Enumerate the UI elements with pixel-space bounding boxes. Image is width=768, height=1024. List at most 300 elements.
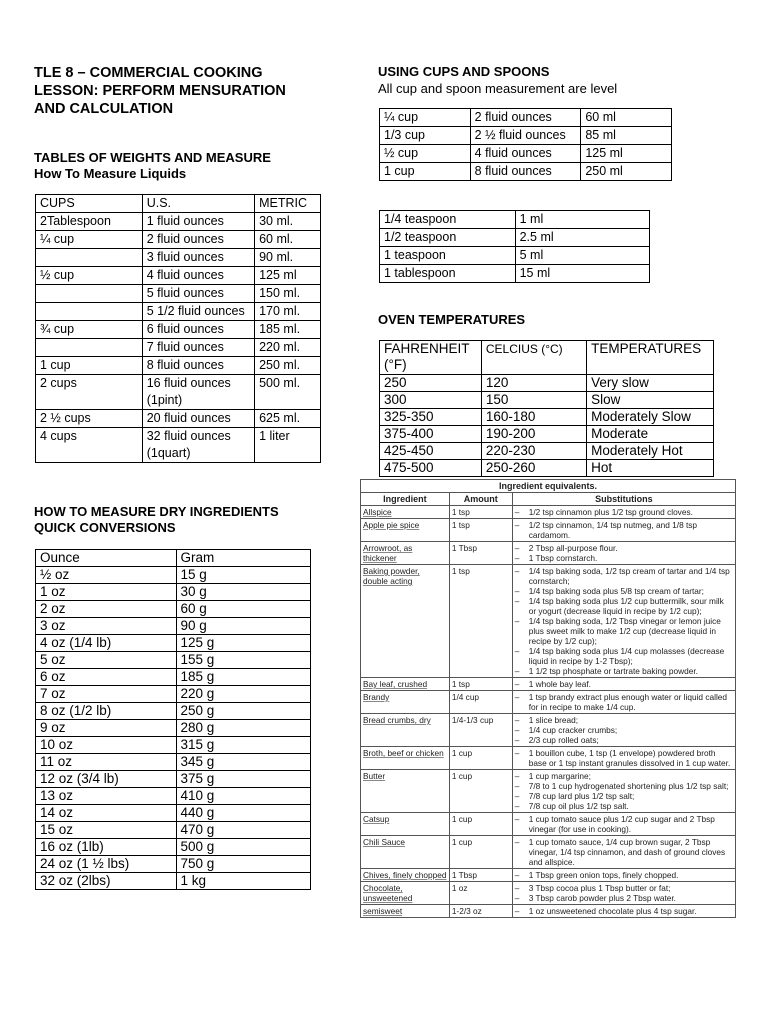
liquids-cell: 500 ml. <box>255 375 321 410</box>
oven-cell: 190-200 <box>481 426 586 443</box>
oven-cell: 425-450 <box>380 443 482 460</box>
dry-cell: 8 oz (1/2 lb) <box>36 703 177 720</box>
substitution-item <box>515 893 733 903</box>
dry-cell: 14 oz <box>36 805 177 822</box>
dry-cell: 15 oz <box>36 822 177 839</box>
liquids-row <box>36 339 321 357</box>
cups-cell: 4 fluid ounces <box>470 145 581 163</box>
cups-table <box>379 108 672 181</box>
equivalents-ingredient-cell: Broth, beef or chicken <box>361 747 450 770</box>
dash-bullet: – <box>514 553 520 563</box>
cups-row <box>380 145 672 163</box>
dry-row <box>36 686 311 703</box>
dry-cell: 750 g <box>176 856 311 873</box>
oven-header-temperatures: TEMPERATURES <box>587 341 714 375</box>
substitution-text: 1 whole bay leaf. <box>528 679 591 689</box>
dry-cell: 11 oz <box>36 754 177 771</box>
oven-row <box>380 409 714 426</box>
cups-row <box>380 109 672 127</box>
substitution-item <box>515 507 733 517</box>
liquids-cell: ¼ cup <box>36 231 143 249</box>
liquids-row <box>36 375 321 410</box>
dry-cell: 24 oz (1 ½ lbs) <box>36 856 177 873</box>
equivalents-row <box>361 882 736 905</box>
equivalents-ingredient-cell: Allspice <box>361 506 450 519</box>
dry-row <box>36 618 311 635</box>
spoons-cell: 5 ml <box>515 247 649 265</box>
liquids-cell: 150 ml. <box>255 285 321 303</box>
cups-cell: 1/3 cup <box>380 127 471 145</box>
substitution-text: 1 oz unsweetened chocolate plus 4 tsp sugar. <box>528 906 697 916</box>
dry-row <box>36 703 311 720</box>
substitution-text: 1 1/2 tsp phosphate or tartrate baking powder. <box>528 666 698 676</box>
spoons-row <box>380 229 650 247</box>
liquids-cell: 16 fluid ounces (1pint) <box>142 375 254 410</box>
oven-cell: 160-180 <box>481 409 586 426</box>
spoons-cell: 1 tablespoon <box>380 265 516 283</box>
dry-row <box>36 856 311 873</box>
dry-row <box>36 873 311 890</box>
dry-cell: 185 g <box>176 669 311 686</box>
dry-cell: 345 g <box>176 754 311 771</box>
lesson-title <box>34 64 286 118</box>
dash-bullet: – <box>514 771 520 781</box>
dry-row <box>36 737 311 754</box>
dash-bullet: – <box>514 870 520 880</box>
equivalents-row <box>361 678 736 691</box>
dry-cell: 1 kg <box>176 873 311 890</box>
liquids-cell: 60 ml. <box>255 231 321 249</box>
oven-row <box>380 375 714 392</box>
equivalents-amount-cell: 1 cup <box>449 770 512 813</box>
oven-row <box>380 426 714 443</box>
equivalents-substitutions-cell <box>512 905 735 918</box>
cups-cell: ¼ cup <box>380 109 471 127</box>
liquids-row <box>36 285 321 303</box>
substitution-item <box>515 837 733 867</box>
oven-cell: 375-400 <box>380 426 482 443</box>
oven-cell: 250-260 <box>481 460 586 477</box>
liquids-cell <box>36 249 143 267</box>
equivalents-substitutions-cell <box>512 542 735 565</box>
dry-cell: 2 oz <box>36 601 177 618</box>
equivalents-row <box>361 770 736 813</box>
dash-bullet: – <box>514 507 520 517</box>
substitution-item <box>515 814 733 834</box>
liquids-cell: 5 1/2 fluid ounces <box>142 303 254 321</box>
substitution-text: 1 tsp brandy extract plus enough water or liquid called for in recipe to make 1/4 cup. <box>528 692 728 712</box>
dry-cell: 6 oz <box>36 669 177 686</box>
equivalents-header-row <box>361 493 736 506</box>
dash-bullet: – <box>514 814 520 824</box>
liquids-cell: 30 ml. <box>255 213 321 231</box>
substitution-text: 1/4 cup cracker crumbs; <box>528 725 618 735</box>
cups-row <box>380 163 672 181</box>
oven-row <box>380 392 714 409</box>
dry-cell: 500 g <box>176 839 311 856</box>
liquids-header-cell: CUPS <box>36 195 143 213</box>
substitution-text: 7/8 cup lard plus 1/2 tsp salt; <box>528 791 635 801</box>
dry-row <box>36 771 311 788</box>
substitution-text: 2 Tbsp all-purpose flour. <box>528 543 618 553</box>
equivalents-amount-cell: 1 Tbsp <box>449 542 512 565</box>
equivalents-amount-cell: 1 oz <box>449 882 512 905</box>
dry-cell: 280 g <box>176 720 311 737</box>
substitution-text: 1 cup margarine; <box>528 771 591 781</box>
dash-bullet: – <box>514 837 520 847</box>
substitution-text: 1/4 tsp baking soda plus 1/2 cup buttermilk, sour milk or yogurt (decrease liquid in recipe by 1/2 cup); <box>528 596 724 616</box>
dry-cell: 410 g <box>176 788 311 805</box>
cups-spoons-note: All cup and spoon measurement are level <box>378 81 618 96</box>
liquids-cell <box>36 285 143 303</box>
dash-bullet: – <box>514 543 520 553</box>
liquids-cell: 1 cup <box>36 357 143 375</box>
oven-cell: Moderately Hot <box>587 443 714 460</box>
oven-table <box>379 340 714 477</box>
liquids-row <box>36 267 321 285</box>
ingredient-equivalents-table <box>360 479 736 918</box>
oven-cell: 150 <box>481 392 586 409</box>
equivalents-ingredient-cell: Butter <box>361 770 450 813</box>
equivalents-row <box>361 565 736 678</box>
dry-header-cell: Ounce <box>36 550 177 567</box>
dry-cell: 12 oz (3/4 lb) <box>36 771 177 788</box>
substitution-item <box>515 870 733 880</box>
liquids-row <box>36 213 321 231</box>
dash-bullet: – <box>514 906 520 916</box>
equivalents-substitutions-cell <box>512 747 735 770</box>
spoons-cell: 2.5 ml <box>515 229 649 247</box>
equivalents-header-substitutions: Substitutions <box>512 493 735 506</box>
equivalents-substitutions-cell <box>512 714 735 747</box>
equivalents-caption: Ingredient equivalents. <box>361 480 736 493</box>
cups-cell: 85 ml <box>581 127 672 145</box>
lesson-title-line2: LESSON: PERFORM MENSURATION <box>34 83 286 99</box>
oven-cell: 220-230 <box>481 443 586 460</box>
oven-cell: Hot <box>587 460 714 477</box>
equivalents-substitutions-cell <box>512 882 735 905</box>
substitution-text: 1/4 tsp baking soda plus 5/8 tsp cream of tartar; <box>528 586 704 596</box>
dry-heading-line1: HOW TO MEASURE DRY INGREDIENTS <box>34 504 279 519</box>
substitution-text: 1 slice bread; <box>528 715 579 725</box>
substitution-item <box>515 906 733 916</box>
substitution-item <box>515 801 733 811</box>
oven-cell: Moderate <box>587 426 714 443</box>
spoons-cell: 1/4 teaspoon <box>380 211 516 229</box>
equivalents-substitutions-cell <box>512 691 735 714</box>
dry-row <box>36 669 311 686</box>
liquids-header-row <box>36 195 321 213</box>
cups-cell: 1 cup <box>380 163 471 181</box>
dry-row <box>36 584 311 601</box>
dry-row <box>36 805 311 822</box>
substitution-text: 7/8 to 1 cup hydrogenated shortening plus 1/2 tsp salt; <box>528 781 729 791</box>
substitution-text: 1 Tbsp green onion tops, finely chopped. <box>528 870 679 880</box>
oven-cell: 120 <box>481 375 586 392</box>
oven-header-row <box>380 341 714 375</box>
equivalents-row <box>361 519 736 542</box>
liquids-cell: 32 fluid ounces (1quart) <box>142 428 254 463</box>
dry-row <box>36 635 311 652</box>
dry-cell: 315 g <box>176 737 311 754</box>
substitution-item <box>515 666 733 676</box>
liquids-cell: 250 ml. <box>255 357 321 375</box>
oven-row <box>380 460 714 477</box>
dash-bullet: – <box>514 735 520 745</box>
dry-header-cell: Gram <box>176 550 311 567</box>
dash-bullet: – <box>514 801 520 811</box>
equivalents-amount-cell: 1 tsp <box>449 519 512 542</box>
substitution-text: 1/2 tsp cinnamon, 1/4 tsp nutmeg, and 1/8 tsp cardamom. <box>528 520 698 540</box>
equivalents-caption-row <box>361 480 736 493</box>
substitution-item <box>515 520 733 540</box>
oven-cell: Slow <box>587 392 714 409</box>
substitution-item <box>515 646 733 666</box>
dash-bullet: – <box>514 893 520 903</box>
substitution-text: 1 bouillon cube, 1 tsp (1 envelope) powdered broth base or 1 tsp instant granules dissolved in 1 cup water. <box>528 748 731 768</box>
dry-cell: 10 oz <box>36 737 177 754</box>
equivalents-ingredient-cell: Chocolate, unsweetened <box>361 882 450 905</box>
equivalents-header-ingredient: Ingredient <box>361 493 450 506</box>
substitution-item <box>515 543 733 553</box>
dash-bullet: – <box>514 596 520 606</box>
spoons-row <box>380 265 650 283</box>
dash-bullet: – <box>514 748 520 758</box>
oven-header-fahrenheit: FAHRENHEIT (°F) <box>380 341 482 375</box>
liquids-row <box>36 303 321 321</box>
dry-cell: 13 oz <box>36 788 177 805</box>
dash-bullet: – <box>514 692 520 702</box>
cups-cell: 60 ml <box>581 109 672 127</box>
liquids-cell: 90 ml. <box>255 249 321 267</box>
substitution-item <box>515 566 733 586</box>
liquids-cell: 2 fluid ounces <box>142 231 254 249</box>
liquids-cell: 4 cups <box>36 428 143 463</box>
liquids-cell: 220 ml. <box>255 339 321 357</box>
liquids-cell: ½ cup <box>36 267 143 285</box>
substitution-item <box>515 771 733 781</box>
dash-bullet: – <box>514 725 520 735</box>
cups-row <box>380 127 672 145</box>
dash-bullet: – <box>514 883 520 893</box>
liquids-cell: 625 ml. <box>255 410 321 428</box>
equivalents-substitutions-cell <box>512 565 735 678</box>
equivalents-amount-cell: 1 tsp <box>449 506 512 519</box>
equivalents-substitutions-cell <box>512 770 735 813</box>
dash-bullet: – <box>514 586 520 596</box>
cups-cell: 2 ½ fluid ounces <box>470 127 581 145</box>
cups-cell: ½ cup <box>380 145 471 163</box>
liquids-cell: 2Tablespoon <box>36 213 143 231</box>
equivalents-amount-cell: 1 cup <box>449 836 512 869</box>
dry-row <box>36 822 311 839</box>
dash-bullet: – <box>514 566 520 576</box>
equivalents-substitutions-cell <box>512 506 735 519</box>
liquids-cell: 20 fluid ounces <box>142 410 254 428</box>
liquids-cell: 6 fluid ounces <box>142 321 254 339</box>
dry-cell: ½ oz <box>36 567 177 584</box>
liquids-cell: 4 fluid ounces <box>142 267 254 285</box>
substitution-item <box>515 692 733 712</box>
equivalents-amount-cell: 1 cup <box>449 747 512 770</box>
dry-cell: 375 g <box>176 771 311 788</box>
cups-cell: 250 ml <box>581 163 672 181</box>
dry-header-row <box>36 550 311 567</box>
dry-cell: 1 oz <box>36 584 177 601</box>
liquids-cell: 2 cups <box>36 375 143 410</box>
equivalents-amount-cell: 1 tsp <box>449 565 512 678</box>
equivalents-row <box>361 869 736 882</box>
spoons-table <box>379 210 650 283</box>
equivalents-row <box>361 714 736 747</box>
substitution-item <box>515 679 733 689</box>
dry-row <box>36 839 311 856</box>
liquids-cell <box>36 303 143 321</box>
liquids-header-cell: METRIC <box>255 195 321 213</box>
equivalents-ingredient-cell: Brandy <box>361 691 450 714</box>
liquids-row <box>36 321 321 339</box>
substitution-item <box>515 553 733 563</box>
equivalents-row <box>361 542 736 565</box>
dry-cell: 15 g <box>176 567 311 584</box>
substitution-item <box>515 596 733 616</box>
substitution-text: 1 Tbsp cornstarch. <box>528 553 598 563</box>
substitution-text: 1/4 tsp baking soda plus 1/4 cup molasses (decrease liquid in recipe by 1-2 Tbsp); <box>528 646 725 666</box>
dry-cell: 5 oz <box>36 652 177 669</box>
liquids-cell: ¾ cup <box>36 321 143 339</box>
spoons-cell: 1 ml <box>515 211 649 229</box>
substitution-item <box>515 748 733 768</box>
dash-bullet: – <box>514 616 520 626</box>
equivalents-substitutions-cell <box>512 813 735 836</box>
equivalents-ingredient-cell: Bread crumbs, dry <box>361 714 450 747</box>
spoons-row <box>380 247 650 265</box>
equivalents-row <box>361 691 736 714</box>
oven-heading: OVEN TEMPERATURES <box>378 312 526 327</box>
dry-cell: 60 g <box>176 601 311 618</box>
equivalents-substitutions-cell <box>512 836 735 869</box>
oven-row <box>380 443 714 460</box>
dash-bullet: – <box>514 781 520 791</box>
substitution-text: 3 Tbsp cocoa plus 1 Tbsp butter or fat; <box>528 883 671 893</box>
substitution-item <box>515 715 733 725</box>
oven-cell: 250 <box>380 375 482 392</box>
liquids-cell <box>36 339 143 357</box>
equivalents-ingredient-cell: Apple pie spice <box>361 519 450 542</box>
liquids-header-cell: U.S. <box>142 195 254 213</box>
equivalents-amount-cell: 1/4-1/3 cup <box>449 714 512 747</box>
dry-cell: 16 oz (1lb) <box>36 839 177 856</box>
liquids-cell: 185 ml. <box>255 321 321 339</box>
oven-cell: 325-350 <box>380 409 482 426</box>
dry-cell: 470 g <box>176 822 311 839</box>
dash-bullet: – <box>514 679 520 689</box>
equivalents-amount-cell: 1 Tbsp <box>449 869 512 882</box>
substitution-item <box>515 735 733 745</box>
equivalents-row <box>361 905 736 918</box>
equivalents-ingredient-cell: Chili Sauce <box>361 836 450 869</box>
substitution-item <box>515 781 733 791</box>
substitution-text: 1 cup tomato sauce, 1/4 cup brown sugar, 2 Tbsp vinegar, 1/4 tsp cinnamon, and dash of ground cloves and allspice. <box>528 837 726 867</box>
liquids-row <box>36 410 321 428</box>
dry-cell: 250 g <box>176 703 311 720</box>
dash-bullet: – <box>514 791 520 801</box>
equivalents-row <box>361 747 736 770</box>
liquids-cell: 3 fluid ounces <box>142 249 254 267</box>
liquids-cell: 7 fluid ounces <box>142 339 254 357</box>
cups-cell: 2 fluid ounces <box>470 109 581 127</box>
dry-row <box>36 754 311 771</box>
substitution-text: 3 Tbsp carob powder plus 2 Tbsp water. <box>528 893 676 903</box>
liquids-cell: 170 ml. <box>255 303 321 321</box>
substitution-item <box>515 883 733 893</box>
substitution-item <box>515 586 733 596</box>
dash-bullet: – <box>514 646 520 656</box>
equivalents-ingredient-cell: Catsup <box>361 813 450 836</box>
equivalents-amount-cell: 1-2/3 oz <box>449 905 512 918</box>
dry-cell: 440 g <box>176 805 311 822</box>
dry-cell: 155 g <box>176 652 311 669</box>
substitution-item <box>515 616 733 646</box>
liquids-cell: 5 fluid ounces <box>142 285 254 303</box>
liquids-row <box>36 249 321 267</box>
liquids-subheading: How To Measure Liquids <box>34 166 187 181</box>
oven-cell: Very slow <box>587 375 714 392</box>
spoons-row <box>380 211 650 229</box>
dry-row <box>36 652 311 669</box>
equivalents-substitutions-cell <box>512 519 735 542</box>
substitution-text: 1/2 tsp cinnamon plus 1/2 tsp ground cloves. <box>528 507 693 517</box>
spoons-cell: 1/2 teaspoon <box>380 229 516 247</box>
liquids-row <box>36 357 321 375</box>
substitution-item <box>515 725 733 735</box>
liquids-table <box>35 194 321 463</box>
dry-row <box>36 720 311 737</box>
dry-heading-line2: QUICK CONVERSIONS <box>34 520 176 535</box>
dry-conversion-table <box>35 549 311 890</box>
equivalents-ingredient-cell: Chives, finely chopped <box>361 869 450 882</box>
liquids-cell: 8 fluid ounces <box>142 357 254 375</box>
liquids-row <box>36 428 321 463</box>
dry-cell: 125 g <box>176 635 311 652</box>
liquids-cell: 125 ml <box>255 267 321 285</box>
oven-cell: 300 <box>380 392 482 409</box>
oven-cell: Moderately Slow <box>587 409 714 426</box>
equivalents-ingredient-cell: Arrowroot, as thickener <box>361 542 450 565</box>
substitution-text: 2/3 cup rolled oats; <box>528 735 599 745</box>
liquids-cell: 2 ½ cups <box>36 410 143 428</box>
equivalents-ingredient-cell: semisweet <box>361 905 450 918</box>
equivalents-ingredient-cell: Baking powder, double acting <box>361 565 450 678</box>
equivalents-substitutions-cell <box>512 869 735 882</box>
liquids-row <box>36 231 321 249</box>
oven-header-celcius: CELCIUS (°C) <box>481 341 586 375</box>
equivalents-ingredient-cell: Bay leaf, crushed <box>361 678 450 691</box>
dash-bullet: – <box>514 666 520 676</box>
dry-row <box>36 567 311 584</box>
cups-cell: 125 ml <box>581 145 672 163</box>
substitution-text: 1 cup tomato sauce plus 1/2 cup sugar and 2 Tbsp vinegar (for use in cooking). <box>528 814 715 834</box>
liquids-heading: TABLES OF WEIGHTS AND MEASURE <box>34 150 271 165</box>
equivalents-substitutions-cell <box>512 678 735 691</box>
spoons-cell: 1 teaspoon <box>380 247 516 265</box>
cups-spoons-heading: USING CUPS AND SPOONS <box>378 64 550 79</box>
equivalents-row <box>361 836 736 869</box>
dry-row <box>36 601 311 618</box>
dry-cell: 3 oz <box>36 618 177 635</box>
oven-cell: 475-500 <box>380 460 482 477</box>
dry-cell: 30 g <box>176 584 311 601</box>
